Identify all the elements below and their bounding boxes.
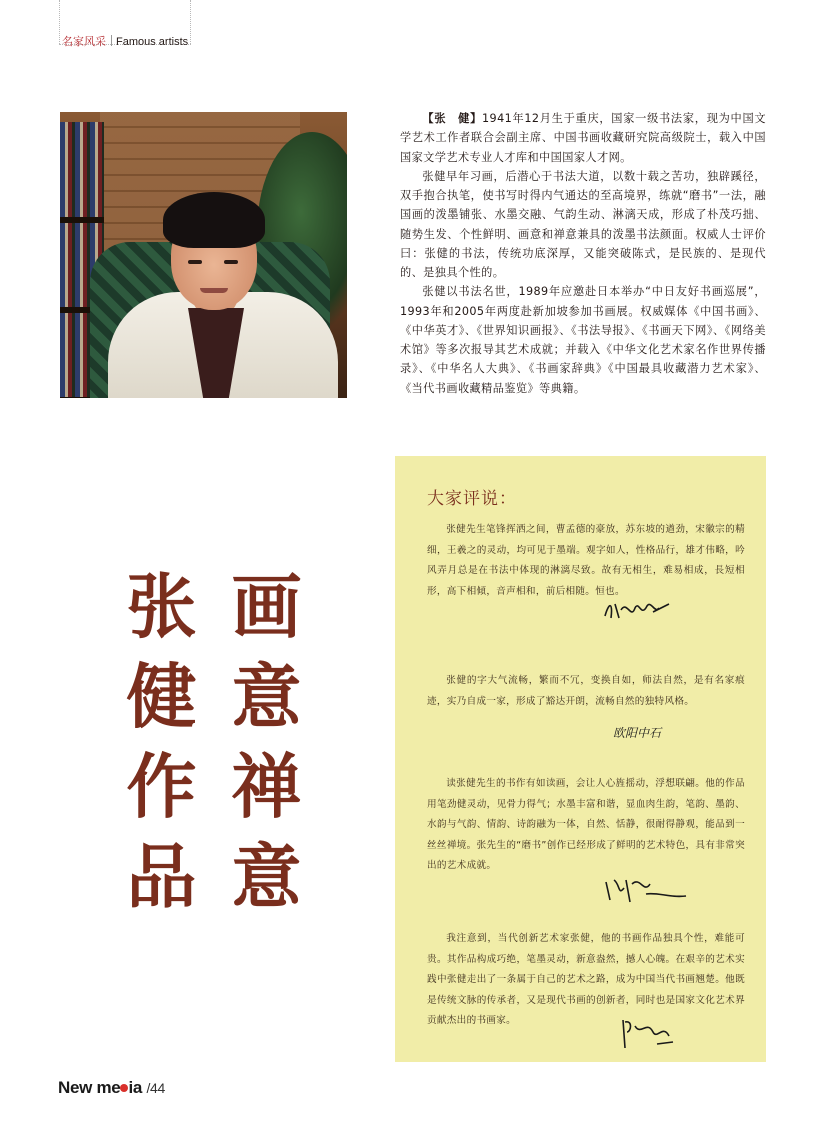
signature-3-handwritten xyxy=(600,874,690,906)
photo-hair xyxy=(163,192,265,248)
title-char: 品 xyxy=(126,836,197,918)
artist-biography xyxy=(400,109,766,398)
comment-3-text: 读张健先生的书作有如读画，会让人心旌摇动，浮想联翩。他的作品用笔劲健灵动，见骨力得气；水墨丰富和谐，显血肉生韵，笔韵、墨韵、水韵与气韵、情韵、诗韵融为一体，自然、恬静，很耐得静观，能品到一丝丝禅境。张先生的“磨书”创作已经形成了鲜明的艺术特色，具有非常突出的艺术成就。 xyxy=(427,778,745,871)
comment-2 xyxy=(427,671,745,712)
title-char: 意 xyxy=(231,836,302,918)
title-char: 张 xyxy=(126,566,197,648)
header-rule-right xyxy=(190,0,191,44)
photo-eye-left xyxy=(188,260,202,264)
bio-paragraph-3: 张健以书法名世，1989年应邀赴日本举办“中日友好书画巡展”，1993年和2005年两度赴新加坡参加书画展。权威媒体《中国书画》、《中华英才》、《世界知识画报》、《书法导报》、《书画天下网》、《网络美术馆》等多次报导其艺术成就；并载入《中华文化艺术家名作世界传播录》、《中华名人大典》、《书画家辞典》《中国最具收藏潜力艺术家》、《当代书画收藏精品鉴览》等典籍。 xyxy=(400,285,766,395)
comments-panel xyxy=(395,456,766,1062)
photo-mouth xyxy=(200,288,228,293)
signature-2: 欧阳中石 xyxy=(613,726,662,740)
title-column-left xyxy=(124,562,199,922)
comments-heading: 大家评说： xyxy=(427,489,517,509)
bio-paragraph-1 xyxy=(400,109,766,167)
title-column-right xyxy=(229,562,304,922)
signature-1-handwritten xyxy=(601,596,673,624)
title-char: 健 xyxy=(126,656,197,738)
page-number: /44 xyxy=(146,1080,166,1096)
comment-1 xyxy=(427,520,745,602)
title-char: 意 xyxy=(231,656,302,738)
bio-paragraph-1-text: 1941年12月生于重庆，国家一级书法家，现为中国文学艺术工作者联合会副主席、中国书画收藏研究院高级院士，载入中国国家文学艺术专业人才库和中国国家人才网。 xyxy=(400,112,766,164)
title-char: 禅 xyxy=(231,746,302,828)
artist-portrait-photo xyxy=(60,112,347,398)
signature-4-handwritten xyxy=(617,1016,677,1052)
title-char: 画 xyxy=(231,566,302,648)
section-tag-cn: 名家风采 xyxy=(62,35,106,48)
comment-1-text: 张健先生笔锋挥洒之间，曹孟德的豪放，苏东坡的遒劲，宋徽宗的精细，王羲之的灵动，均可见于墨端。观字如人，性格品行，雄才伟略，吟风弄月总是在书法中体现的淋漓尽致。故有无相生，难易相成，長短相形，高下相傾，音声相和，前后相随。恒也。 xyxy=(427,524,745,597)
comment-2-text: 张健的字大气流畅，繁而不冗，变换自如，师法自然，是有名家痕迹，实乃自成一家，形成了豁达开朗，流畅自然的独特风格。 xyxy=(427,675,745,707)
header-rule-left xyxy=(59,0,60,44)
comment-4-text: 我注意到，当代创新艺术家张健，他的书画作品独具个性，难能可贵。其作品构成巧绝，笔墨灵动，新意盎然，撼人心魄。在艰辛的艺术实践中张健走出了一条属于自己的艺术之路，成为中国当代书画翘楚。他既是传统文脉的传承者，又是现代书画的创新者，同时也是国家文化艺术界贡献杰出的书画家。 xyxy=(427,933,745,1026)
bio-paragraph-2: 张健早年习画，后潜心于书法大道，以数十载之苦功，独辟蹊径，双手抱合执笔，使书写时得内气通达的至高境界，练就“磨书”一法，融国画的泼墨铺张、水墨交融、气韵生动、淋漓天成，形成了朴茂巧拙、随势生发、个性鲜明、画意和禅意兼具的泼墨书法颜面。权威人士评价曰：张健的书法，传统功底深厚，又能突破陈式，是民族的、是现代的、是独具个性的。 xyxy=(400,169,766,279)
magazine-brand xyxy=(58,1078,165,1098)
brand-text-a: New me xyxy=(58,1078,121,1097)
section-tag-en: Famous artists xyxy=(116,36,189,48)
photo-eye-right xyxy=(224,260,238,264)
title-char: 作 xyxy=(126,746,197,828)
bio-name-lead: 【张 健】 xyxy=(422,112,483,125)
section-tag xyxy=(62,33,188,49)
comment-4 xyxy=(427,929,745,1032)
brand-text-b: ia xyxy=(128,1078,143,1097)
comment-3 xyxy=(427,774,745,877)
section-tag-separator xyxy=(111,35,112,46)
